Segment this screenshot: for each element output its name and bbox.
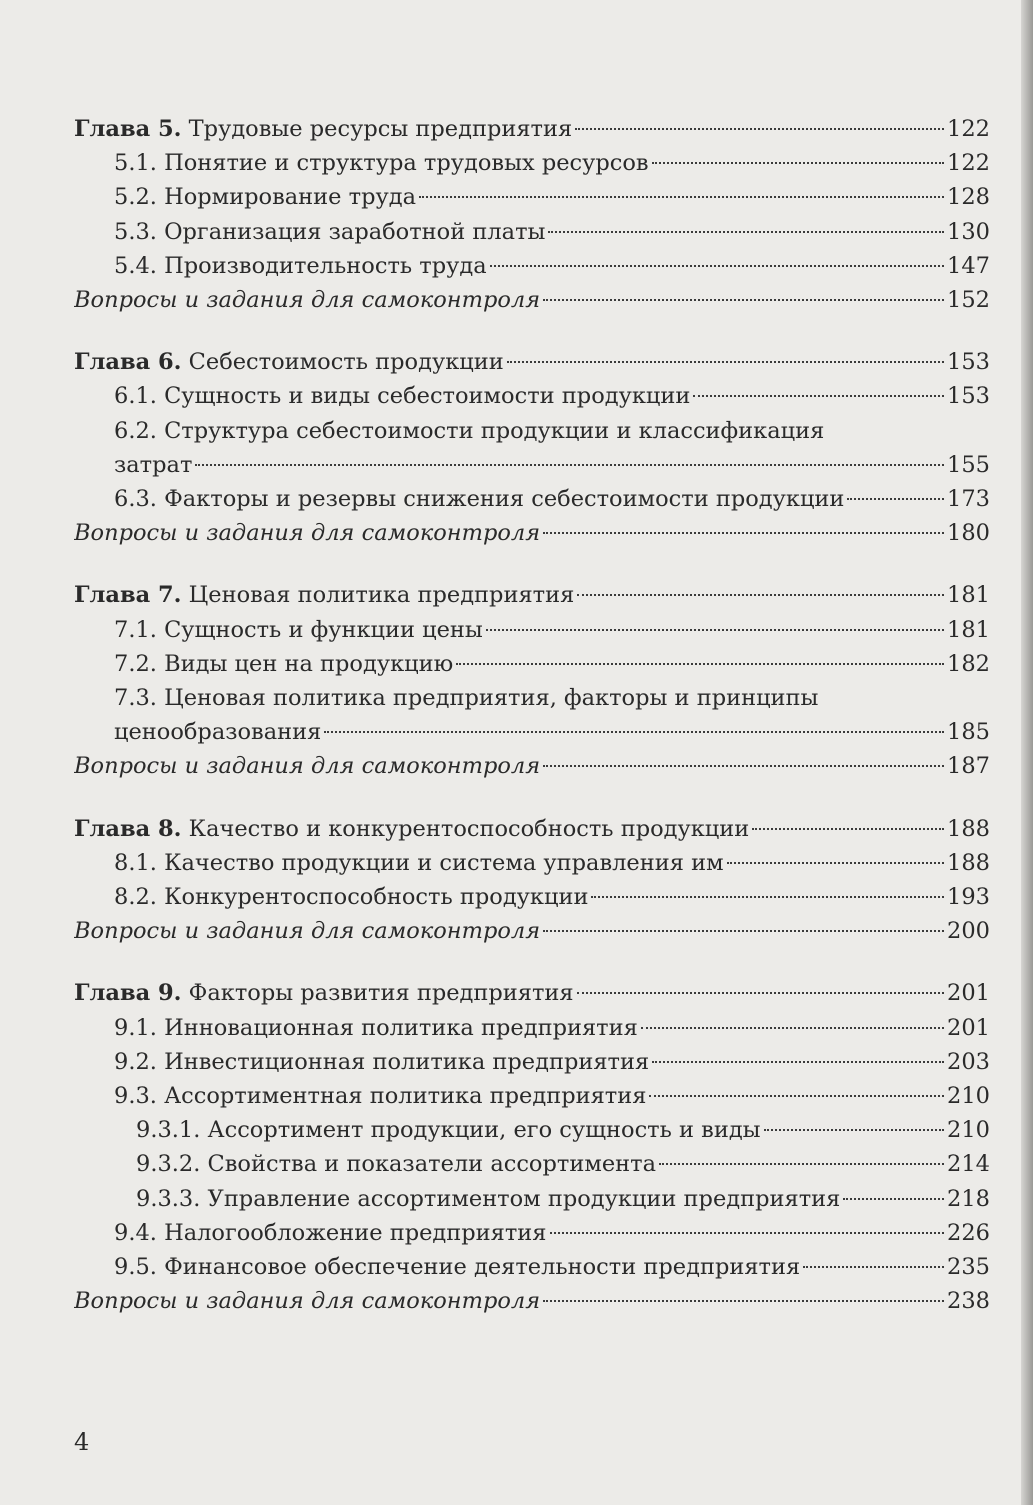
page-ref: 188: [947, 849, 990, 876]
review-questions-title: Вопросы и задания для самоконтроля: [74, 520, 541, 547]
section-title: 7.1. Сущность и функции цены: [114, 616, 483, 643]
page-edge: [1021, 0, 1033, 1505]
page-ref: 147: [947, 252, 990, 279]
page-ref: 181: [947, 616, 990, 643]
dot-leader: [649, 1094, 944, 1097]
section-title: 6.3. Факторы и резервы снижения себестоимости продукции: [114, 486, 845, 513]
section-entry[interactable]: [74, 379, 990, 413]
page-ref: 173: [947, 486, 990, 513]
chapter-block: [74, 112, 990, 317]
dot-leader: [575, 127, 944, 130]
chapter-label: Глава 6.: [74, 349, 182, 376]
dot-leader: [543, 929, 944, 932]
section-title: ценообразования: [114, 719, 322, 746]
section-entry[interactable]: [74, 482, 990, 516]
section-title: 9.5. Финансовое обеспечение деятельности предприятия: [114, 1254, 801, 1281]
page-ref: 203: [947, 1048, 990, 1075]
review-questions-entry[interactable]: [74, 283, 990, 317]
dot-leader: [195, 463, 944, 466]
section-title: 9.3. Ассортиментная политика предприятия: [114, 1083, 647, 1110]
chapter-name: Факторы развития предприятия: [181, 980, 574, 1007]
page-ref: 201: [947, 1014, 990, 1041]
page-ref: 153: [947, 383, 990, 410]
dot-leader: [693, 394, 944, 397]
section-title: затрат: [114, 451, 193, 478]
chapter-title: [74, 812, 749, 846]
dot-leader: [641, 1026, 944, 1029]
chapter-heading[interactable]: [74, 345, 990, 379]
page-ref: 210: [947, 1083, 990, 1110]
section-title: 8.1. Качество продукции и система управления им: [114, 849, 724, 876]
page-ref: 226: [947, 1219, 990, 1246]
dot-leader: [652, 1060, 944, 1063]
section-entry[interactable]: [74, 1079, 990, 1113]
page-ref: 185: [947, 719, 990, 746]
dot-leader: [490, 264, 944, 267]
section-entry[interactable]: [74, 146, 990, 180]
section-title-line: 6.2. Структура себестоимости продукции и классификация: [114, 417, 825, 444]
page-ref: 187: [947, 753, 990, 780]
review-questions-title: Вопросы и задания для самоконтроля: [74, 287, 541, 314]
page-ref: 153: [947, 349, 990, 376]
dot-leader: [577, 991, 944, 994]
chapter-title: [74, 345, 504, 379]
chapter-name: Ценовая политика предприятия: [181, 582, 575, 609]
chapter-name: Трудовые ресурсы предприятия: [181, 116, 573, 142]
dot-leader: [486, 628, 944, 631]
section-entry[interactable]: [74, 180, 990, 214]
section-entry[interactable]: [74, 613, 990, 647]
page-ref: 180: [947, 520, 990, 547]
section-entry[interactable]: [74, 1250, 990, 1284]
review-questions-entry[interactable]: [74, 516, 990, 550]
chapter-heading[interactable]: [74, 976, 990, 1010]
page-ref: 214: [947, 1151, 990, 1178]
section-entry[interactable]: [74, 846, 990, 880]
section-entry[interactable]: [74, 1113, 990, 1147]
chapter-label: Глава 9.: [74, 980, 182, 1007]
chapter-label: Глава 5.: [74, 116, 182, 142]
page-ref: 218: [947, 1185, 990, 1212]
page-number: 4: [74, 1428, 90, 1456]
page-ref: 201: [947, 980, 990, 1007]
dot-leader: [548, 230, 944, 233]
dot-leader: [591, 895, 944, 898]
page-ref: 128: [947, 184, 990, 211]
section-title-line: 7.3. Ценовая политика предприятия, факторы и принципы: [114, 685, 819, 712]
chapter-title: [74, 976, 574, 1010]
dot-leader: [324, 730, 944, 733]
dot-leader: [659, 1162, 944, 1165]
dot-leader: [456, 662, 944, 665]
section-title: 9.1. Инновационная политика предприятия: [114, 1014, 638, 1041]
chapter-label: Глава 7.: [74, 582, 182, 609]
page-ref: 130: [947, 218, 990, 245]
section-title: 9.2. Инвестиционная политика предприятия: [114, 1048, 650, 1075]
review-questions-title: Вопросы и задания для самоконтроля: [74, 753, 541, 780]
chapter-block: [74, 578, 990, 783]
chapter-title: [74, 112, 572, 146]
page-ref: 188: [947, 815, 990, 842]
table-of-contents: [74, 112, 990, 1347]
dot-leader: [507, 360, 944, 363]
dot-leader: [543, 1299, 944, 1302]
dot-leader: [550, 1231, 945, 1234]
dot-leader: [803, 1265, 944, 1268]
section-title: 5.1. Понятие и структура трудовых ресурсов: [114, 150, 649, 177]
dot-leader: [543, 531, 944, 534]
chapter-block: [74, 345, 990, 550]
section-title: 9.4. Налогообложение предприятия: [114, 1219, 547, 1246]
dot-leader: [764, 1128, 944, 1131]
section-entry[interactable]: [74, 647, 990, 681]
dot-leader: [847, 497, 944, 500]
section-title: 9.3.1. Ассортимент продукции, его сущность и виды: [136, 1117, 761, 1144]
section-entry[interactable]: [74, 1147, 990, 1181]
section-title: 9.3.3. Управление ассортиментом продукции предприятия: [136, 1185, 841, 1212]
chapter-block: [74, 812, 990, 949]
section-entry[interactable]: [74, 448, 990, 482]
review-questions-title: Вопросы и задания для самоконтроля: [74, 918, 541, 945]
chapter-heading[interactable]: [74, 578, 990, 612]
chapter-label: Глава 8.: [74, 815, 182, 842]
page-ref: 193: [947, 884, 990, 911]
page-ref: 155: [947, 451, 990, 478]
dot-leader: [543, 764, 944, 767]
page-ref: 182: [947, 650, 990, 677]
page-ref: 122: [947, 150, 990, 177]
chapter-heading[interactable]: [74, 112, 990, 146]
page-ref: 210: [947, 1117, 990, 1144]
section-entry[interactable]: [74, 1216, 990, 1250]
section-entry[interactable]: [74, 1045, 990, 1079]
section-title: 6.1. Сущность и виды себестоимости продукции: [114, 383, 691, 410]
page-ref: 122: [947, 116, 990, 142]
review-questions-title: Вопросы и задания для самоконтроля: [74, 1288, 541, 1315]
review-questions-entry[interactable]: [74, 914, 990, 948]
dot-leader: [652, 161, 944, 164]
chapter-name: Качество и конкурентоспособность продукции: [181, 815, 750, 842]
dot-leader: [419, 195, 944, 198]
chapter-name: Себестоимость продукции: [181, 349, 504, 376]
chapter-block: [74, 976, 990, 1318]
review-questions-entry[interactable]: [74, 749, 990, 783]
review-questions-entry[interactable]: [74, 1284, 990, 1318]
section-title: 7.2. Виды цен на продукцию: [114, 650, 454, 677]
section-title: 9.3.2. Свойства и показатели ассортимента: [136, 1151, 657, 1178]
section-title: 5.3. Организация заработной платы: [114, 218, 546, 245]
dot-leader: [543, 298, 944, 301]
dot-leader: [577, 593, 944, 596]
page-ref: 238: [947, 1288, 990, 1315]
section-title: 5.2. Нормирование труда: [114, 184, 417, 211]
page-ref: 181: [947, 582, 990, 609]
section-title: 5.4. Производительность труда: [114, 252, 487, 279]
dot-leader: [752, 827, 944, 830]
section-entry[interactable]: [74, 1011, 990, 1045]
section-title: 8.2. Конкурентоспособность продукции: [114, 884, 589, 911]
section-entry[interactable]: [74, 715, 990, 749]
page-ref: 200: [947, 918, 990, 945]
section-entry[interactable]: [74, 1182, 990, 1216]
page-ref: 235: [947, 1254, 990, 1281]
chapter-heading[interactable]: [74, 812, 990, 846]
section-entry[interactable]: [74, 880, 990, 914]
section-entry[interactable]: [74, 215, 990, 249]
dot-leader: [843, 1197, 944, 1200]
section-entry[interactable]: [74, 249, 990, 283]
page-ref: 152: [947, 287, 990, 314]
dot-leader: [727, 861, 944, 864]
chapter-title: [74, 578, 574, 612]
